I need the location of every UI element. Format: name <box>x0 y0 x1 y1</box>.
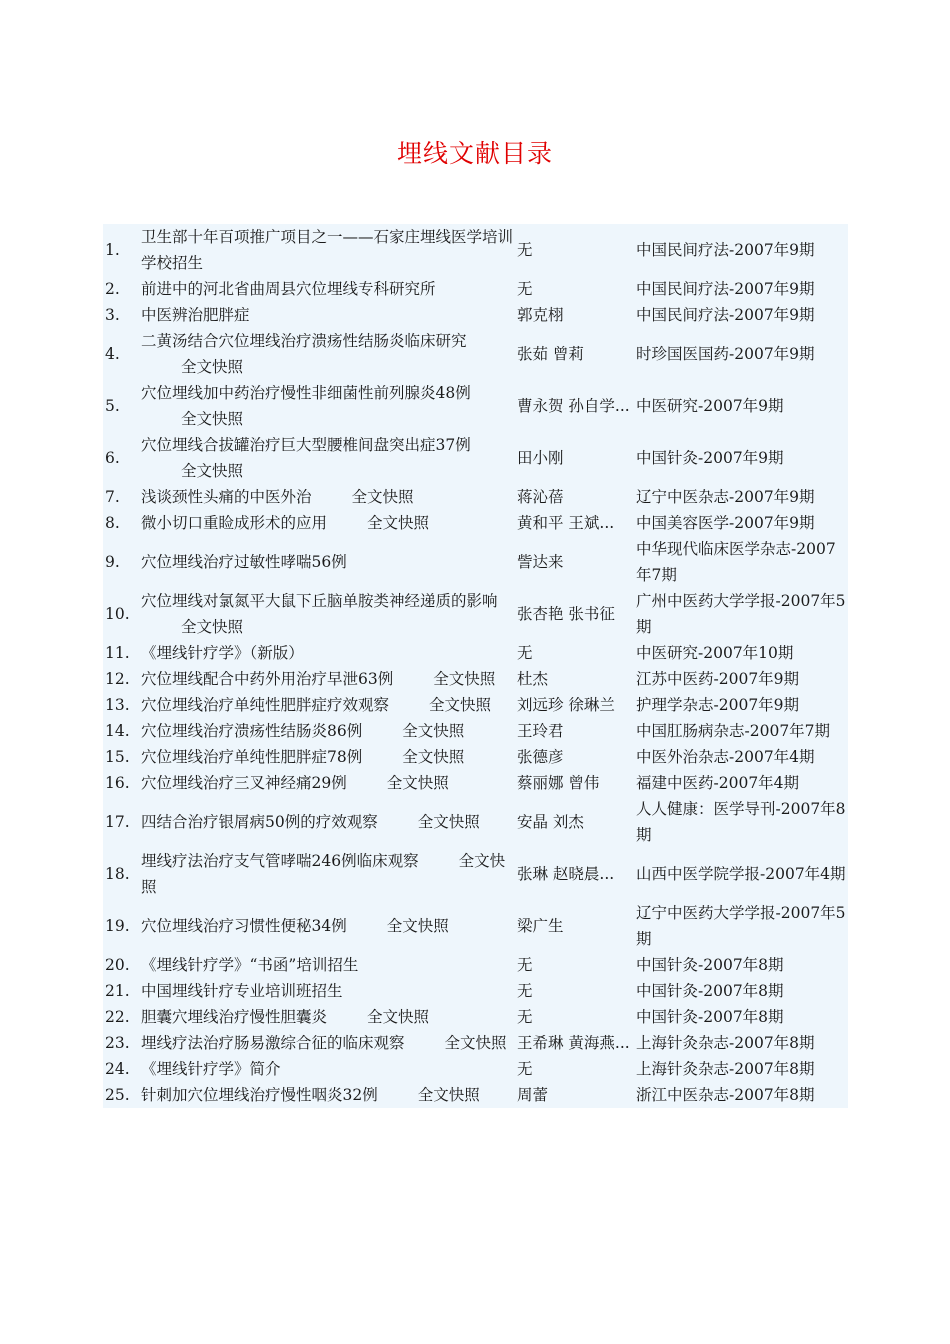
article-title-cell <box>139 302 515 328</box>
article-title-cell <box>139 484 515 510</box>
author-cell: 安晶 刘杰 <box>517 813 584 831</box>
fulltext-snapshot-link[interactable]: 全文快照 <box>433 670 496 688</box>
article-title-cell <box>139 380 515 432</box>
article-title-link[interactable]: 穴位埋线治疗习惯性便秘34例 <box>141 917 347 935</box>
table-row <box>103 718 848 744</box>
article-title-link[interactable]: 胆囊穴埋线治疗慢性胆囊炎 <box>141 1008 328 1026</box>
journal-cell: 中医研究-2007年10期 <box>636 644 794 662</box>
author-cell: 张杏艳 张书征 <box>517 605 615 623</box>
author-cell: 蒋沁蓓 <box>517 488 564 506</box>
author-cell: 无 <box>517 982 533 1000</box>
article-title-link[interactable]: 穴位埋线治疗过敏性哮喘56例 <box>141 553 347 571</box>
journal-cell: 中国针灸-2007年8期 <box>636 982 784 1000</box>
journal-cell: 中国针灸-2007年8期 <box>636 1008 784 1026</box>
table-row <box>103 1030 848 1056</box>
author-cell: 无 <box>517 1060 533 1078</box>
article-title-cell <box>139 1056 515 1082</box>
fulltext-snapshot-link[interactable]: 全文快照 <box>181 618 244 636</box>
table-row <box>103 692 848 718</box>
article-title-cell <box>139 796 515 848</box>
author-cell: 梁广生 <box>517 917 564 935</box>
journal-cell: 中国针灸-2007年8期 <box>636 956 784 974</box>
table-row <box>103 224 848 276</box>
author-cell: 訾达来 <box>517 553 564 571</box>
journal-cell: 中国民间疗法-2007年9期 <box>636 241 815 259</box>
article-title-cell <box>139 536 515 588</box>
article-title-link[interactable]: 卫生部十年百项推广项目之一——石家庄埋线医学培训学校招生 <box>141 228 514 272</box>
article-title-cell <box>139 718 515 744</box>
row-number: 16. <box>105 774 130 792</box>
row-number: 15. <box>105 748 130 766</box>
journal-cell: 人人健康：医学导刊-2007年8期 <box>636 800 846 844</box>
row-number: 3. <box>105 306 120 324</box>
row-number: 11. <box>105 644 130 662</box>
journal-cell: 上海针灸杂志-2007年8期 <box>636 1034 815 1052</box>
article-title-link[interactable]: 《埋线针疗学》（新版） <box>141 644 304 662</box>
author-cell: 蔡丽娜 曾伟 <box>517 774 600 792</box>
page-title: 埋线文献目录 <box>396 139 553 168</box>
row-number: 20. <box>105 956 130 974</box>
author-cell: 杜杰 <box>517 670 549 688</box>
fulltext-snapshot-link[interactable]: 全文快照 <box>181 358 244 376</box>
article-title-link[interactable]: 穴位埋线加中药治疗慢性非细菌性前列腺炎48例 <box>141 384 471 402</box>
table-row <box>103 380 848 432</box>
row-number: 10. <box>105 605 130 623</box>
article-title-link[interactable]: 《埋线针疗学》简介 <box>141 1060 281 1078</box>
fulltext-snapshot-link[interactable]: 全文快照 <box>181 462 244 480</box>
article-title-cell <box>139 328 515 380</box>
table-row <box>103 796 848 848</box>
table-row <box>103 276 848 302</box>
table-row <box>103 978 848 1004</box>
author-cell: 无 <box>517 280 533 298</box>
journal-cell: 浙江中医杂志-2007年8期 <box>636 1086 815 1104</box>
table-row <box>103 510 848 536</box>
table-row <box>103 432 848 484</box>
row-number: 18. <box>105 865 130 883</box>
fulltext-snapshot-link[interactable]: 全文快照 <box>181 410 244 428</box>
journal-cell: 江苏中医药-2007年9期 <box>636 670 800 688</box>
fulltext-snapshot-link[interactable]: 全文快照 <box>417 813 480 831</box>
article-title-link[interactable]: 二黄汤结合穴位埋线治疗溃疡性结肠炎临床研究 <box>141 332 467 350</box>
article-title-link[interactable]: 浅谈颈性头痛的中医外治 <box>141 488 312 506</box>
table-row <box>103 900 848 952</box>
fulltext-snapshot-link[interactable]: 全文快照 <box>402 748 465 766</box>
table-row <box>103 848 848 900</box>
article-title-cell <box>139 848 515 900</box>
author-cell: 王希琳 黄海燕... <box>517 1034 630 1052</box>
row-number: 9. <box>105 553 120 571</box>
table-row <box>103 744 848 770</box>
fulltext-snapshot-link[interactable]: 全文快照 <box>402 722 465 740</box>
row-number: 1. <box>105 241 120 259</box>
table-row <box>103 484 848 510</box>
table-row <box>103 1056 848 1082</box>
row-number: 7. <box>105 488 120 506</box>
article-title-cell <box>139 744 515 770</box>
article-title-link[interactable]: 穴位埋线治疗单纯性肥胖症78例 <box>141 748 363 766</box>
article-title-cell <box>139 640 515 666</box>
article-title-link[interactable]: 四结合治疗银屑病50例的疗效观察 <box>141 813 378 831</box>
article-title-link[interactable]: 穴位埋线治疗单纯性肥胖症疗效观察 <box>141 696 390 714</box>
table-row <box>103 302 848 328</box>
journal-cell: 中国民间疗法-2007年9期 <box>636 280 815 298</box>
article-title-link[interactable]: 前进中的河北省曲周县穴位埋线专科研究所 <box>141 280 436 298</box>
author-cell: 无 <box>517 241 533 259</box>
row-number: 2. <box>105 280 120 298</box>
fulltext-snapshot-link[interactable]: 全文快照 <box>141 852 506 896</box>
journal-cell: 中国民间疗法-2007年9期 <box>636 306 815 324</box>
row-number: 5. <box>105 397 120 415</box>
journal-cell: 中医研究-2007年9期 <box>636 397 784 415</box>
author-cell: 刘远珍 徐琳兰 <box>517 696 615 714</box>
journal-cell: 中医外治杂志-2007年4期 <box>636 748 815 766</box>
journal-cell: 中国美容医学-2007年9期 <box>636 514 815 532</box>
article-title-link[interactable]: 穴位埋线对氯氮平大鼠下丘脑单胺类神经递质的影响 <box>141 592 498 610</box>
fulltext-snapshot-link[interactable]: 全文快照 <box>386 774 449 792</box>
author-cell: 郭克栩 <box>517 306 564 324</box>
row-number: 24. <box>105 1060 130 1078</box>
journal-cell: 时珍国医国药-2007年9期 <box>636 345 815 363</box>
fulltext-snapshot-link[interactable]: 全文快照 <box>367 1008 430 1026</box>
article-title-link[interactable]: 《埋线针疗学》“书函”培训招生 <box>141 956 359 974</box>
row-number: 23. <box>105 1034 130 1052</box>
author-cell: 周蕾 <box>517 1086 549 1104</box>
row-number: 4. <box>105 345 120 363</box>
row-number: 12. <box>105 670 130 688</box>
article-title-cell <box>139 224 515 276</box>
row-number: 8. <box>105 514 120 532</box>
article-title-cell <box>139 952 515 978</box>
article-title-link[interactable]: 穴位埋线配合中药外用治疗早泄63例 <box>141 670 394 688</box>
article-title-cell <box>139 978 515 1004</box>
author-cell: 曹永贺 孙自学... <box>517 397 630 415</box>
row-number: 21. <box>105 982 130 1000</box>
author-cell: 无 <box>517 1008 533 1026</box>
article-title-cell <box>139 432 515 484</box>
article-title-cell <box>139 666 515 692</box>
journal-cell: 中华现代临床医学杂志-2007年7期 <box>636 540 836 584</box>
row-number: 17. <box>105 813 130 831</box>
article-title-cell <box>139 1030 515 1056</box>
fulltext-snapshot-link[interactable]: 全文快照 <box>367 514 430 532</box>
article-title-cell <box>139 900 515 952</box>
table-row <box>103 328 848 380</box>
row-number: 14. <box>105 722 130 740</box>
article-title-cell <box>139 692 515 718</box>
journal-cell: 护理学杂志-2007年9期 <box>636 696 800 714</box>
author-cell: 张琳 赵晓晨... <box>517 865 615 883</box>
journal-cell: 辽宁中医杂志-2007年9期 <box>636 488 815 506</box>
article-title-cell <box>139 510 515 536</box>
author-cell: 无 <box>517 644 533 662</box>
journal-cell: 福建中医药-2007年4期 <box>636 774 800 792</box>
journal-cell: 上海针灸杂志-2007年8期 <box>636 1060 815 1078</box>
table-row <box>103 536 848 588</box>
author-cell: 张德彦 <box>517 748 564 766</box>
journal-cell: 山西中医学院学报-2007年4期 <box>636 865 846 883</box>
article-title-link[interactable]: 埋线疗法治疗肠易激综合征的临床观察 <box>141 1034 405 1052</box>
fulltext-snapshot-link[interactable]: 全文快照 <box>444 1034 507 1052</box>
article-title-link[interactable]: 中医辨治肥胖症 <box>141 306 250 324</box>
reference-table <box>103 224 848 1108</box>
table-row <box>103 1082 848 1108</box>
fulltext-snapshot-link[interactable]: 全文快照 <box>429 696 492 714</box>
article-title-cell <box>139 1004 515 1030</box>
article-title-link[interactable]: 穴位埋线治疗三叉神经痛29例 <box>141 774 347 792</box>
author-cell: 王玲君 <box>517 722 564 740</box>
article-title-cell <box>139 770 515 796</box>
article-title-link[interactable]: 埋线疗法治疗支气管哮喘246例临床观察 <box>141 852 419 870</box>
article-title-link[interactable]: 中国埋线针疗专业培训班招生 <box>141 982 343 1000</box>
author-cell: 张茹 曾莉 <box>517 345 584 363</box>
table-row <box>103 588 848 640</box>
table-row <box>103 1004 848 1030</box>
row-number: 13. <box>105 696 130 714</box>
journal-cell: 广州中医药大学学报-2007年5期 <box>636 592 846 636</box>
fulltext-snapshot-link[interactable]: 全文快照 <box>417 1086 480 1104</box>
article-title-link[interactable]: 穴位埋线合拔罐治疗巨大型腰椎间盘突出症37例 <box>141 436 471 454</box>
author-cell: 无 <box>517 956 533 974</box>
table-row <box>103 666 848 692</box>
article-title-cell <box>139 1082 515 1108</box>
fulltext-snapshot-link[interactable]: 全文快照 <box>386 917 449 935</box>
row-number: 25. <box>105 1086 130 1104</box>
article-title-link[interactable]: 微小切口重睑成形术的应用 <box>141 514 328 532</box>
journal-cell: 中国针灸-2007年9期 <box>636 449 784 467</box>
journal-cell: 辽宁中医药大学学报-2007年5期 <box>636 904 846 948</box>
table-row <box>103 770 848 796</box>
author-cell: 田小刚 <box>517 449 564 467</box>
author-cell: 黄和平 王斌... <box>517 514 615 532</box>
article-title-cell <box>139 588 515 640</box>
fulltext-snapshot-link[interactable]: 全文快照 <box>351 488 414 506</box>
article-title-link[interactable]: 针刺加穴位埋线治疗慢性咽炎32例 <box>141 1086 378 1104</box>
table-row <box>103 640 848 666</box>
row-number: 6. <box>105 449 120 467</box>
article-title-link[interactable]: 穴位埋线治疗溃疡性结肠炎86例 <box>141 722 363 740</box>
row-number: 22. <box>105 1008 130 1026</box>
article-title-cell <box>139 276 515 302</box>
journal-cell: 中国肛肠病杂志-2007年7期 <box>636 722 831 740</box>
row-number: 19. <box>105 917 130 935</box>
table-row <box>103 952 848 978</box>
